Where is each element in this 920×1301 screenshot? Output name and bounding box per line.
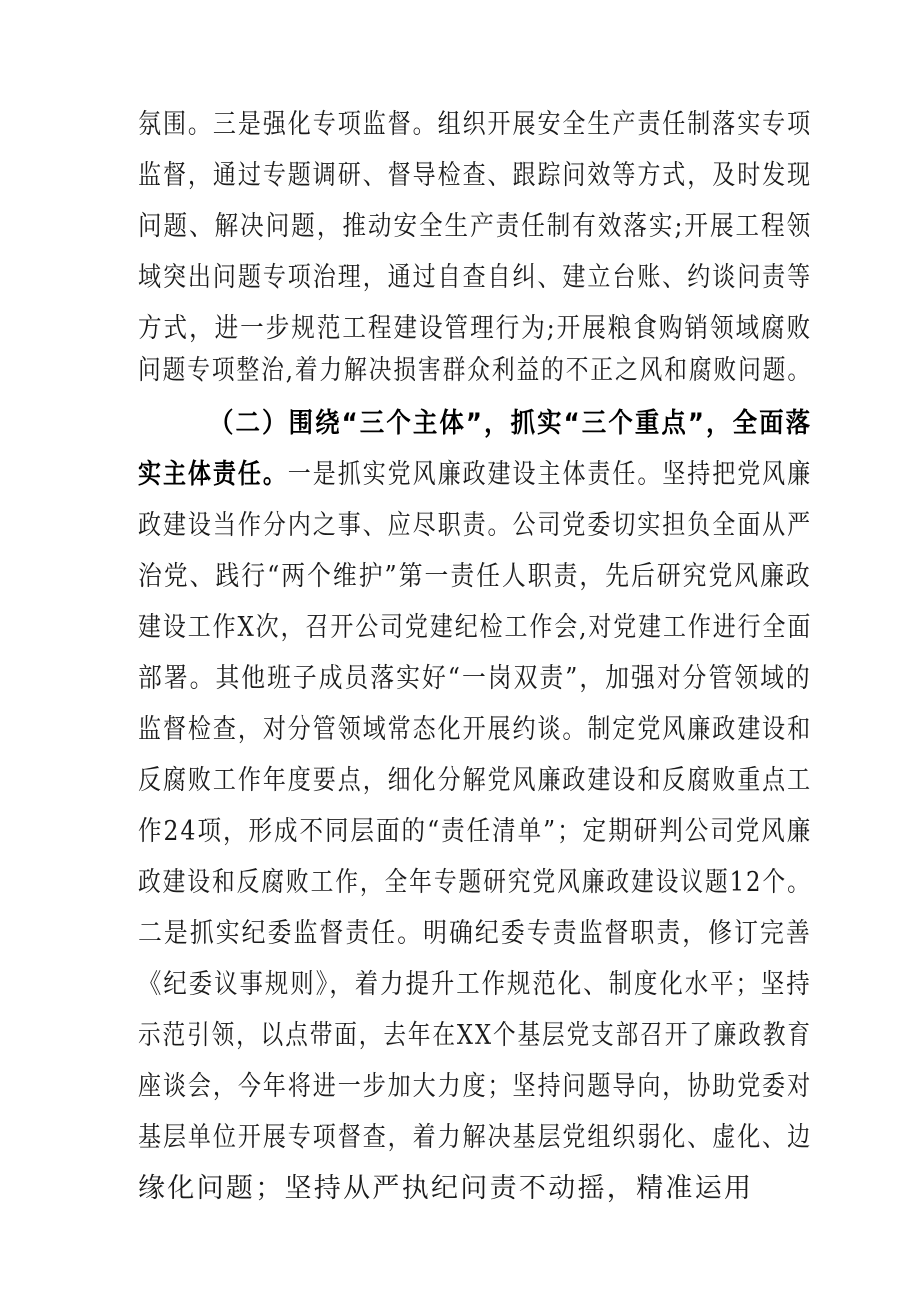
text-line (138, 1067, 812, 1107)
text-line (138, 965, 812, 1005)
line-text: 监督，通过专题调研、督导检查、跟踪问效等方式，及时发现 (138, 160, 813, 191)
text-line (138, 105, 812, 145)
line-text: 问题、解决问题，推动安全生产责任制有效落实;开展工程领 (138, 211, 813, 242)
line-text: 建设工作X次，召开公司党建纪检工作会,对党建工作进行全面 (138, 612, 813, 643)
text-line (138, 455, 812, 495)
line-text: 问题专项整治,着力解决损害群众利益的不正之风和腐败问题。 (138, 355, 812, 386)
text-line (138, 258, 812, 298)
text-line (138, 914, 812, 954)
line-text: 二是抓实纪委监督责任。明确纪委专责监督职责，修订完善 (138, 918, 812, 949)
line-text: 缘化问题；坚持从严执纪问责不动摇，精准运用 (138, 1173, 754, 1204)
text-line (138, 710, 812, 750)
line-text: 域突出问题专项治理，通过自查自纠、建立台账、约谈问责等 (138, 262, 813, 293)
line-text: 政建设和反腐败工作，全年专题研究党风廉政建设议题12个。 (138, 867, 812, 898)
line-text: 方式，进一步规范工程建设管理行为;开展粮食购销领域腐败 (138, 313, 813, 344)
line-text: 监督检查，对分管领域常态化开展约谈。制定党风廉政建设和 (138, 714, 813, 745)
text-line (138, 207, 812, 247)
text-line (138, 1118, 812, 1158)
text-line (138, 608, 812, 648)
text-line (138, 812, 812, 852)
line-text: 基层单位开展专项督查，着力解决基层党组织弱化、虚化、边 (138, 1122, 813, 1153)
line-text: 一是抓实党风廉政建设主体责任。坚持把党风廉 (287, 459, 813, 490)
text-line (138, 557, 812, 597)
text-line (138, 659, 812, 699)
text-line (138, 1016, 812, 1056)
text-line (138, 156, 812, 196)
line-text: 座谈会，今年将进一步加大力度；坚持问题导向，协助党委对 (138, 1071, 813, 1102)
text-line (138, 863, 812, 903)
line-text: 示范引领，以点带面，去年在XX个基层党支部召开了廉政教育 (138, 1020, 812, 1051)
section-heading-end: 实主体责任。 (138, 459, 288, 490)
line-text: 部署。其他班子成员落实好“一岗双责”，加强对分管领域的 (138, 663, 812, 694)
section-heading-line (209, 404, 812, 444)
text-line (138, 351, 812, 391)
section-heading: （二）围绕“三个主体”，抓实“三个重点”，全面落 (209, 408, 813, 439)
text-line (138, 1169, 753, 1209)
line-text: 作24项，形成不同层面的“责任清单”；定期研判公司党风廉 (138, 816, 813, 847)
text-line (138, 309, 812, 349)
line-text: 政建设当作分内之事、应尽职责。公司党委切实担负全面从严 (138, 510, 813, 541)
line-text: 《纪委议事规则》，着力提升工作规范化、制度化水平；坚持 (138, 969, 812, 1000)
line-text: 治党、践行“两个维护”第一责任人职责，先后研究党风廉政 (138, 561, 812, 592)
line-text: 反腐败工作年度要点，细化分解党风廉政建设和反腐败重点工 (138, 765, 813, 796)
text-line (138, 761, 812, 801)
text-line (138, 506, 812, 546)
line-text: 氛围。三是强化专项监督。组织开展安全生产责任制落实专项 (138, 109, 813, 140)
